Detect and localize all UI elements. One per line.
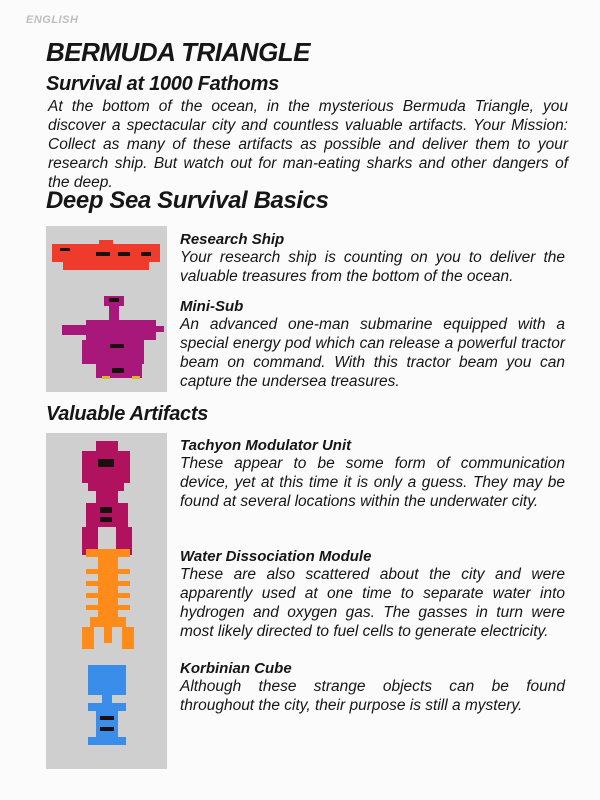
water-dissociation-module-sprite: [82, 549, 134, 649]
water-module-description: These are also scattered about the city and were apparently used at one time to separate water into hydrogen and oxygen gas. The gasses in turn were most likely directed to fuel cells to generate electricity.: [180, 566, 565, 640]
tachyon-modulator-sprite: [82, 441, 132, 555]
tachyon-modulator-description: These appear to be some form of communication device, yet at this time it is only a guess. They may be found at several locations within the underwater city.: [180, 455, 565, 510]
research-ship-sprite: [52, 240, 160, 270]
korbinian-cube-sprite: [88, 665, 126, 745]
mini-sub-description: An advanced one-man submarine equipped with a special energy pod which can release a powerful tractor beam on command. With this tractor beam you can capture the undersea treasures.: [180, 316, 565, 390]
korbinian-cube-entry: [180, 660, 565, 715]
mini-sub-entry: [180, 298, 565, 391]
water-module-heading: Water Dissociation Module: [180, 548, 372, 565]
page-subtitle: Survival at 1000 Fathoms: [46, 73, 279, 95]
tachyon-modulator-heading: Tachyon Modulator Unit: [180, 437, 352, 454]
mini-sub-heading: Mini-Sub: [180, 298, 244, 315]
mini-sub-sprite: [62, 296, 164, 379]
language-label: ENGLISH: [26, 14, 79, 26]
research-ship-entry: [180, 231, 565, 286]
page-title: BERMUDA TRIANGLE: [46, 37, 311, 67]
research-ship-heading: Research Ship: [180, 231, 285, 248]
tachyon-modulator-entry: [180, 437, 565, 511]
korbinian-cube-description: Although these strange objects can be found throughout the city, their purpose is still a mystery.: [180, 678, 565, 714]
section-title-artifacts: Valuable Artifacts: [46, 403, 209, 425]
intro-paragraph: At the bottom of the ocean, in the mysterious Bermuda Triangle, you discover a spectacular city and countless valuable artifacts. Your Mission: Collect as many of these artifacts as possible and deliver them to your research ship. But watch out for man-eating sharks and other dangers of the deep.: [48, 98, 568, 191]
water-module-entry: [180, 548, 565, 641]
korbinian-cube-heading: Korbinian Cube: [180, 660, 292, 677]
basics-illustration-panel: [46, 226, 167, 392]
artifacts-illustration-panel: [46, 433, 167, 769]
research-ship-description: Your research ship is counting on you to deliver the valuable treasures from the bottom of the ocean.: [180, 249, 565, 285]
section-title-basics: Deep Sea Survival Basics: [46, 187, 329, 214]
